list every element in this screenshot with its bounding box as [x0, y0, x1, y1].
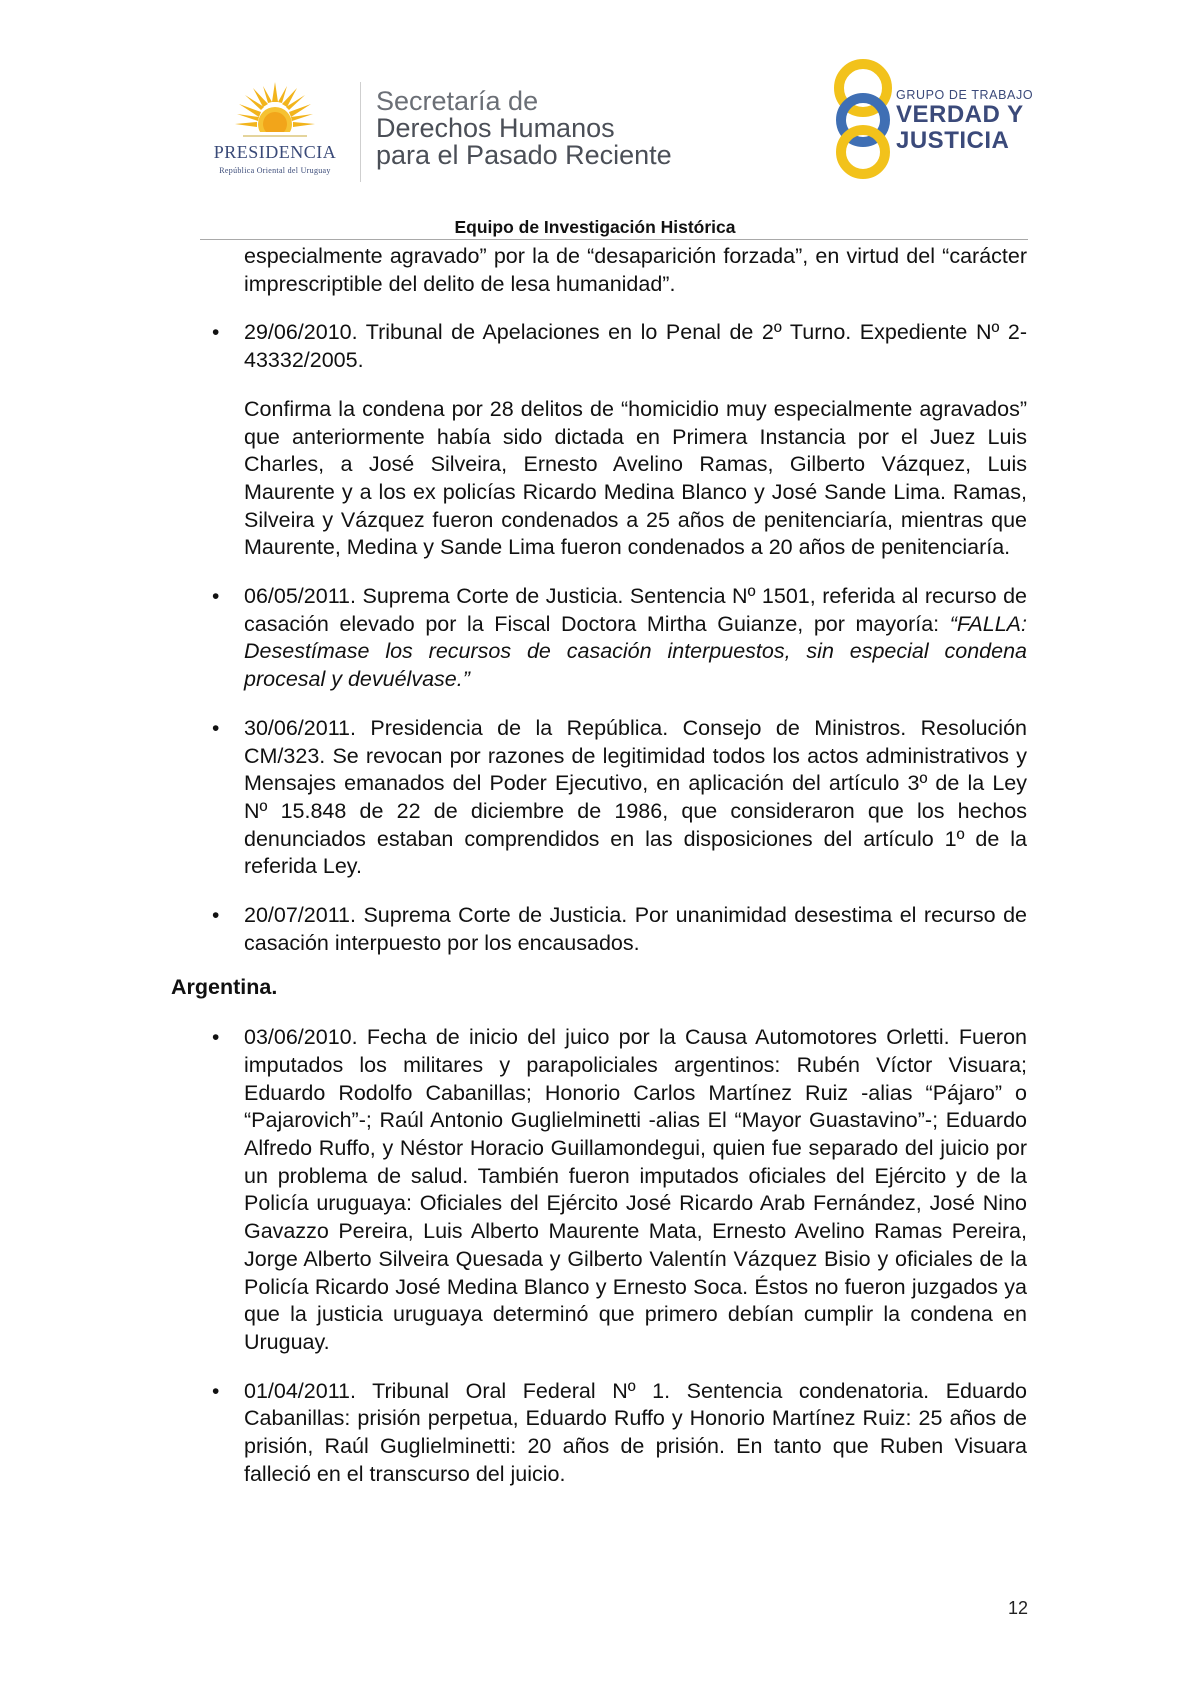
entry-text: 29/06/2010. Tribunal de Apelaciones en lo Penal de 2º Turno. Expediente Nº 2-43332/2005.	[244, 320, 1027, 373]
bullet: •	[212, 716, 220, 740]
entry-text: Confirma la condena por 28 delitos de “homicidio muy especialmente agravados” que anteriormente había sido dictada en Primera Instancia por el Juez Luis Charles, a José Silveira, Ernesto Avelino Ramas, Gilberto Vázquez, Luis Maurente y a los ex policías Ricardo Medina Blanco y José Sande Lima. Ramas, Silveira y Vázquez fueron condenados a 25 años de penitenciaría, mientras que Maurente, Medina y Sande Lima fueron condenados a 20 años de penitenciaría.	[244, 396, 1027, 560]
list-item	[212, 715, 1027, 881]
section-title: Argentina.	[171, 975, 278, 1000]
list-item	[212, 1024, 1027, 1356]
secretaria-line-2: Derechos Humanos	[376, 113, 615, 143]
team-title: Equipo de Investigación Histórica	[454, 217, 736, 237]
sun-emblem-icon	[235, 80, 315, 142]
secretaria-line-1: Secretaría de	[376, 86, 539, 116]
verdad-justicia-rings-icon	[823, 58, 903, 180]
verdad-justicia-text	[896, 88, 1033, 154]
presidencia-logo	[200, 80, 350, 185]
entry-text	[244, 583, 1027, 694]
entry-quote: “FALLA: Desestímase los recursos de casación interpuestos, sin especial condena procesal y devuélvase.”	[244, 611, 1027, 692]
entry-text: 01/04/2011. Tribunal Oral Federal Nº 1. Sentencia condenatoria. Eduardo Cabanillas: prisión perpetua, Eduardo Ruffo y Honorio Martínez Ruiz: 25 años de prisión, Raúl Guglielminetti: 20 años de prisión. En tanto que Ruben Visuara falleció en el transcurso del juicio.	[244, 1378, 1027, 1486]
bullet: •	[212, 1026, 220, 1050]
gvj-line-1: GRUPO DE TRABAJO	[896, 88, 1034, 102]
entry-text-main: 06/05/2011. Suprema Corte de Justicia. Sentencia Nº 1501, referida al recurso de casación elevado por la Fiscal Doctora Mirtha Guianze, por mayoría:	[244, 584, 1027, 636]
list-item	[212, 583, 1027, 694]
gvj-line-2: VERDAD Y	[896, 101, 1024, 128]
bullet: •	[212, 1379, 220, 1403]
document-body	[0, 243, 1190, 1488]
page-number: 12	[1007, 1598, 1028, 1618]
bullet: •	[212, 321, 220, 345]
entry-text: 20/07/2011. Suprema Corte de Justicia. Por unanimidad desestima el recurso de casación interpuesto por los encausados.	[244, 903, 1027, 955]
secretaria-line-3: para el Pasado Reciente	[376, 140, 672, 170]
entry-text: 03/06/2010. Fecha de inicio del juico por la Causa Automotores Orletti. Fueron imputados los militares y parapoliciales argentinos: Rubén Víctor Visuara; Eduardo Rodolfo Cabanillas; Honorio Carlos Martínez Ruiz -alias “Pájaro” o “Pajarovich”-; Raúl Antonio Guglielminetti -alias El “Mayor Guastavino”-; Eduardo Alfredo Ruffo, y Néstor Horacio Guillamondegui, quien fue separado del juicio por un problema de salud. También fueron imputados oficiales del Ejército y de la Policía uruguaya: Oficiales del Ejército José Ricardo Arab Fernández, José Nino Gavazzo Pereira, Luis Alberto Maurente Mata, Ernesto Avelino Ramas Pereira, Jorge Alberto Silveira Quesada y Gilberto Valentín Vázquez Bisio y oficiales de la Policía Ricardo José Medina Blanco y Ernesto Soca. Éstos no fueron juzgados ya que la justicia uruguaya determinó que primero debían cumplir la condena en Uruguay.	[244, 1025, 1027, 1354]
header-rule	[200, 239, 1028, 240]
page-header	[0, 0, 1190, 240]
presidencia-name: PRESIDENCIA	[213, 142, 337, 162]
list-item-paragraph	[244, 396, 1027, 562]
continuation-paragraph: especialmente agravado” por la de “desaparición forzada”, en virtud del “carácter imprescriptible del delito de lesa humanidad”.	[244, 244, 1027, 296]
list-item	[212, 1378, 1027, 1489]
gvj-line-3: JUSTICIA	[896, 127, 1010, 154]
list-item	[212, 902, 1027, 957]
list-item	[212, 319, 1027, 374]
secretaria-logo-text	[376, 88, 672, 169]
presidencia-subtitle: República Oriental del Uruguay	[219, 166, 331, 175]
bullet: •	[212, 904, 220, 928]
entry-text: 30/06/2011. Presidencia de la República. Consejo de Ministros. Resolución CM/323. Se revocan por razones de legitimidad todos los actos administrativos y Mensajes emanados del Poder Ejecutivo, en aplicación del artículo 3º de la Ley Nº 15.848 de 22 de diciembre de 1986, que consideraron que los hechos denunciados estaban comprendidos en las disposiciones del artículo 1º de la referida Ley.	[244, 715, 1027, 879]
bullet: •	[212, 585, 220, 609]
header-divider	[360, 82, 361, 182]
